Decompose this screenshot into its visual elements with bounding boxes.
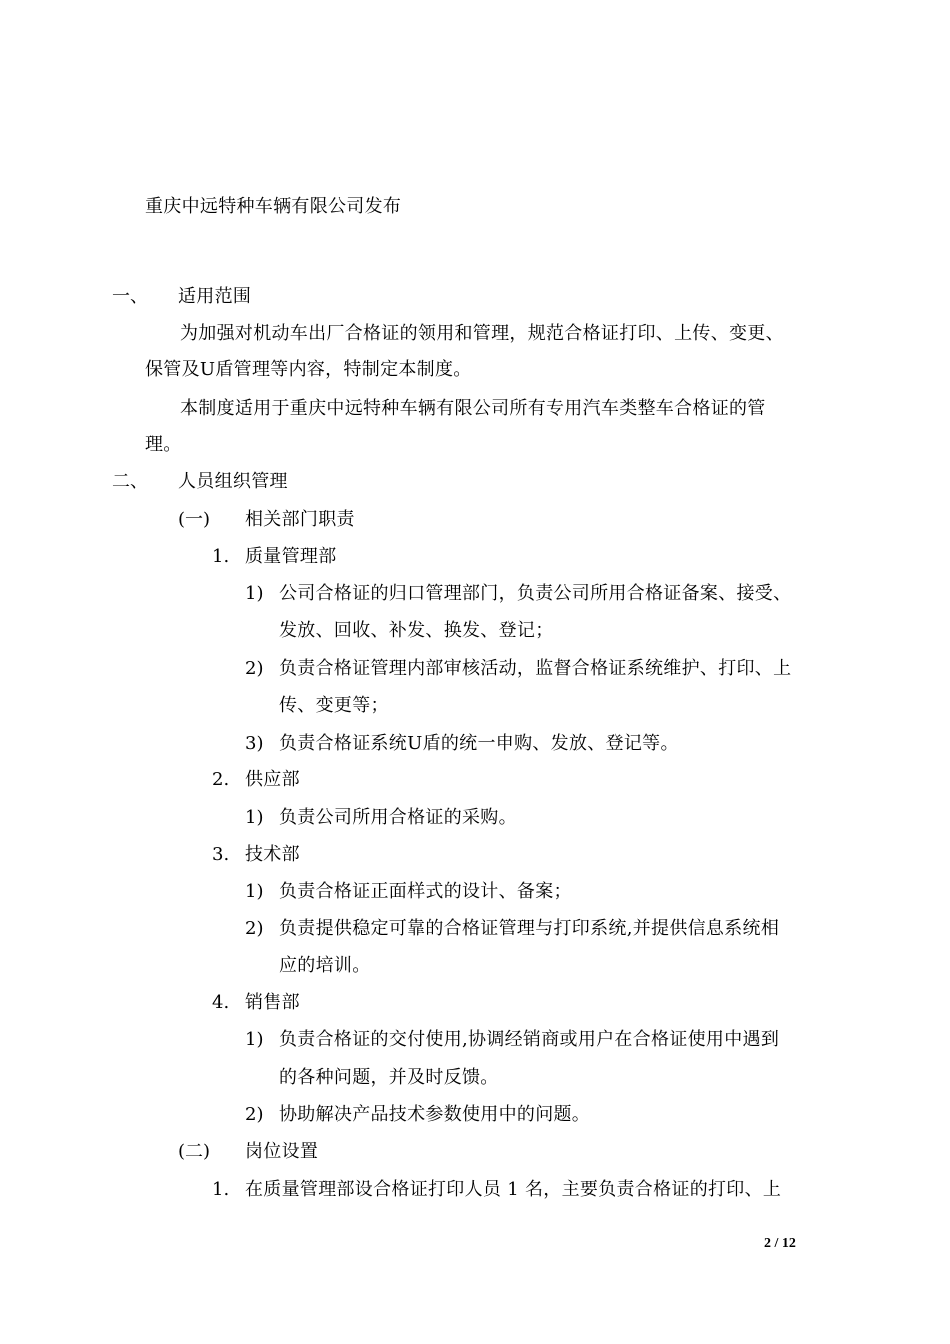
item-line: 的各种问题，并及时反馈。 [279,1067,499,1088]
item-number: 1) [245,1029,264,1050]
list-number: 4. [212,992,230,1013]
item-number: 3) [245,733,264,754]
item-line: 负责公司所用合格证的采购。 [279,807,517,828]
item-number: 1) [245,583,264,604]
item-line: 应的培训。 [279,955,371,976]
section-number: 一、 [112,286,148,307]
paragraph-line: 本制度适用于重庆中远特种车辆有限公司所有专用汽车类整车合格证的管 [180,398,766,419]
item-line: 负责合格证系统U盾的统一申购、发放、登记等。 [279,733,679,754]
item-number: 2) [245,918,264,939]
item-line: 负责合格证的交付使用,协调经销商或用户在合格证使用中遇到 [279,1029,780,1050]
section-number: 二、 [112,471,148,492]
item-number: 2) [245,658,264,679]
page-number: 2 / 12 [764,1236,796,1251]
item-line: 公司合格证的归口管理部门，负责公司所用合格证备案、接受、 [279,583,792,604]
item-line: 负责合格证正面样式的设计、备案； [279,881,572,902]
subsection-number: (一) [178,509,211,530]
paragraph-line: 为加强对机动车出厂合格证的领用和管理，规范合格证打印、上传、变更、 [180,323,784,344]
list-number: 3. [212,844,230,865]
subsection-title: 岗位设置 [245,1141,319,1162]
item-number: 1) [245,807,264,828]
list-number: 1. [212,1179,230,1200]
subsection-number: (二) [178,1141,211,1162]
paragraph-line: 理。 [145,434,182,455]
section-title: 人员组织管理 [178,471,288,492]
item-line: 传、变更等； [279,695,389,716]
department-name: 质量管理部 [245,546,337,567]
publisher-line: 重庆中远特种车辆有限公司发布 [145,196,402,217]
department-name: 技术部 [245,844,300,865]
department-name: 供应部 [245,769,300,790]
item-line: 协助解决产品技术参数使用中的问题。 [279,1104,591,1125]
item-line: 负责提供稳定可靠的合格证管理与打印系统,并提供信息系统相 [279,918,780,939]
section-title: 适用范围 [178,286,252,307]
list-number: 2. [212,769,230,790]
list-number: 1. [212,546,230,567]
item-line: 在质量管理部设合格证打印人员 1 名，主要负责合格证的打印、上 [245,1179,782,1200]
subsection-title: 相关部门职责 [245,509,355,530]
item-number: 2) [245,1104,264,1125]
item-line: 发放、回收、补发、换发、登记； [279,620,554,641]
paragraph-line: 保管及U盾管理等内容，特制定本制度。 [145,359,472,380]
item-number: 1) [245,881,264,902]
department-name: 销售部 [245,992,300,1013]
item-line: 负责合格证管理内部审核活动，监督合格证系统维护、打印、上 [279,658,792,679]
